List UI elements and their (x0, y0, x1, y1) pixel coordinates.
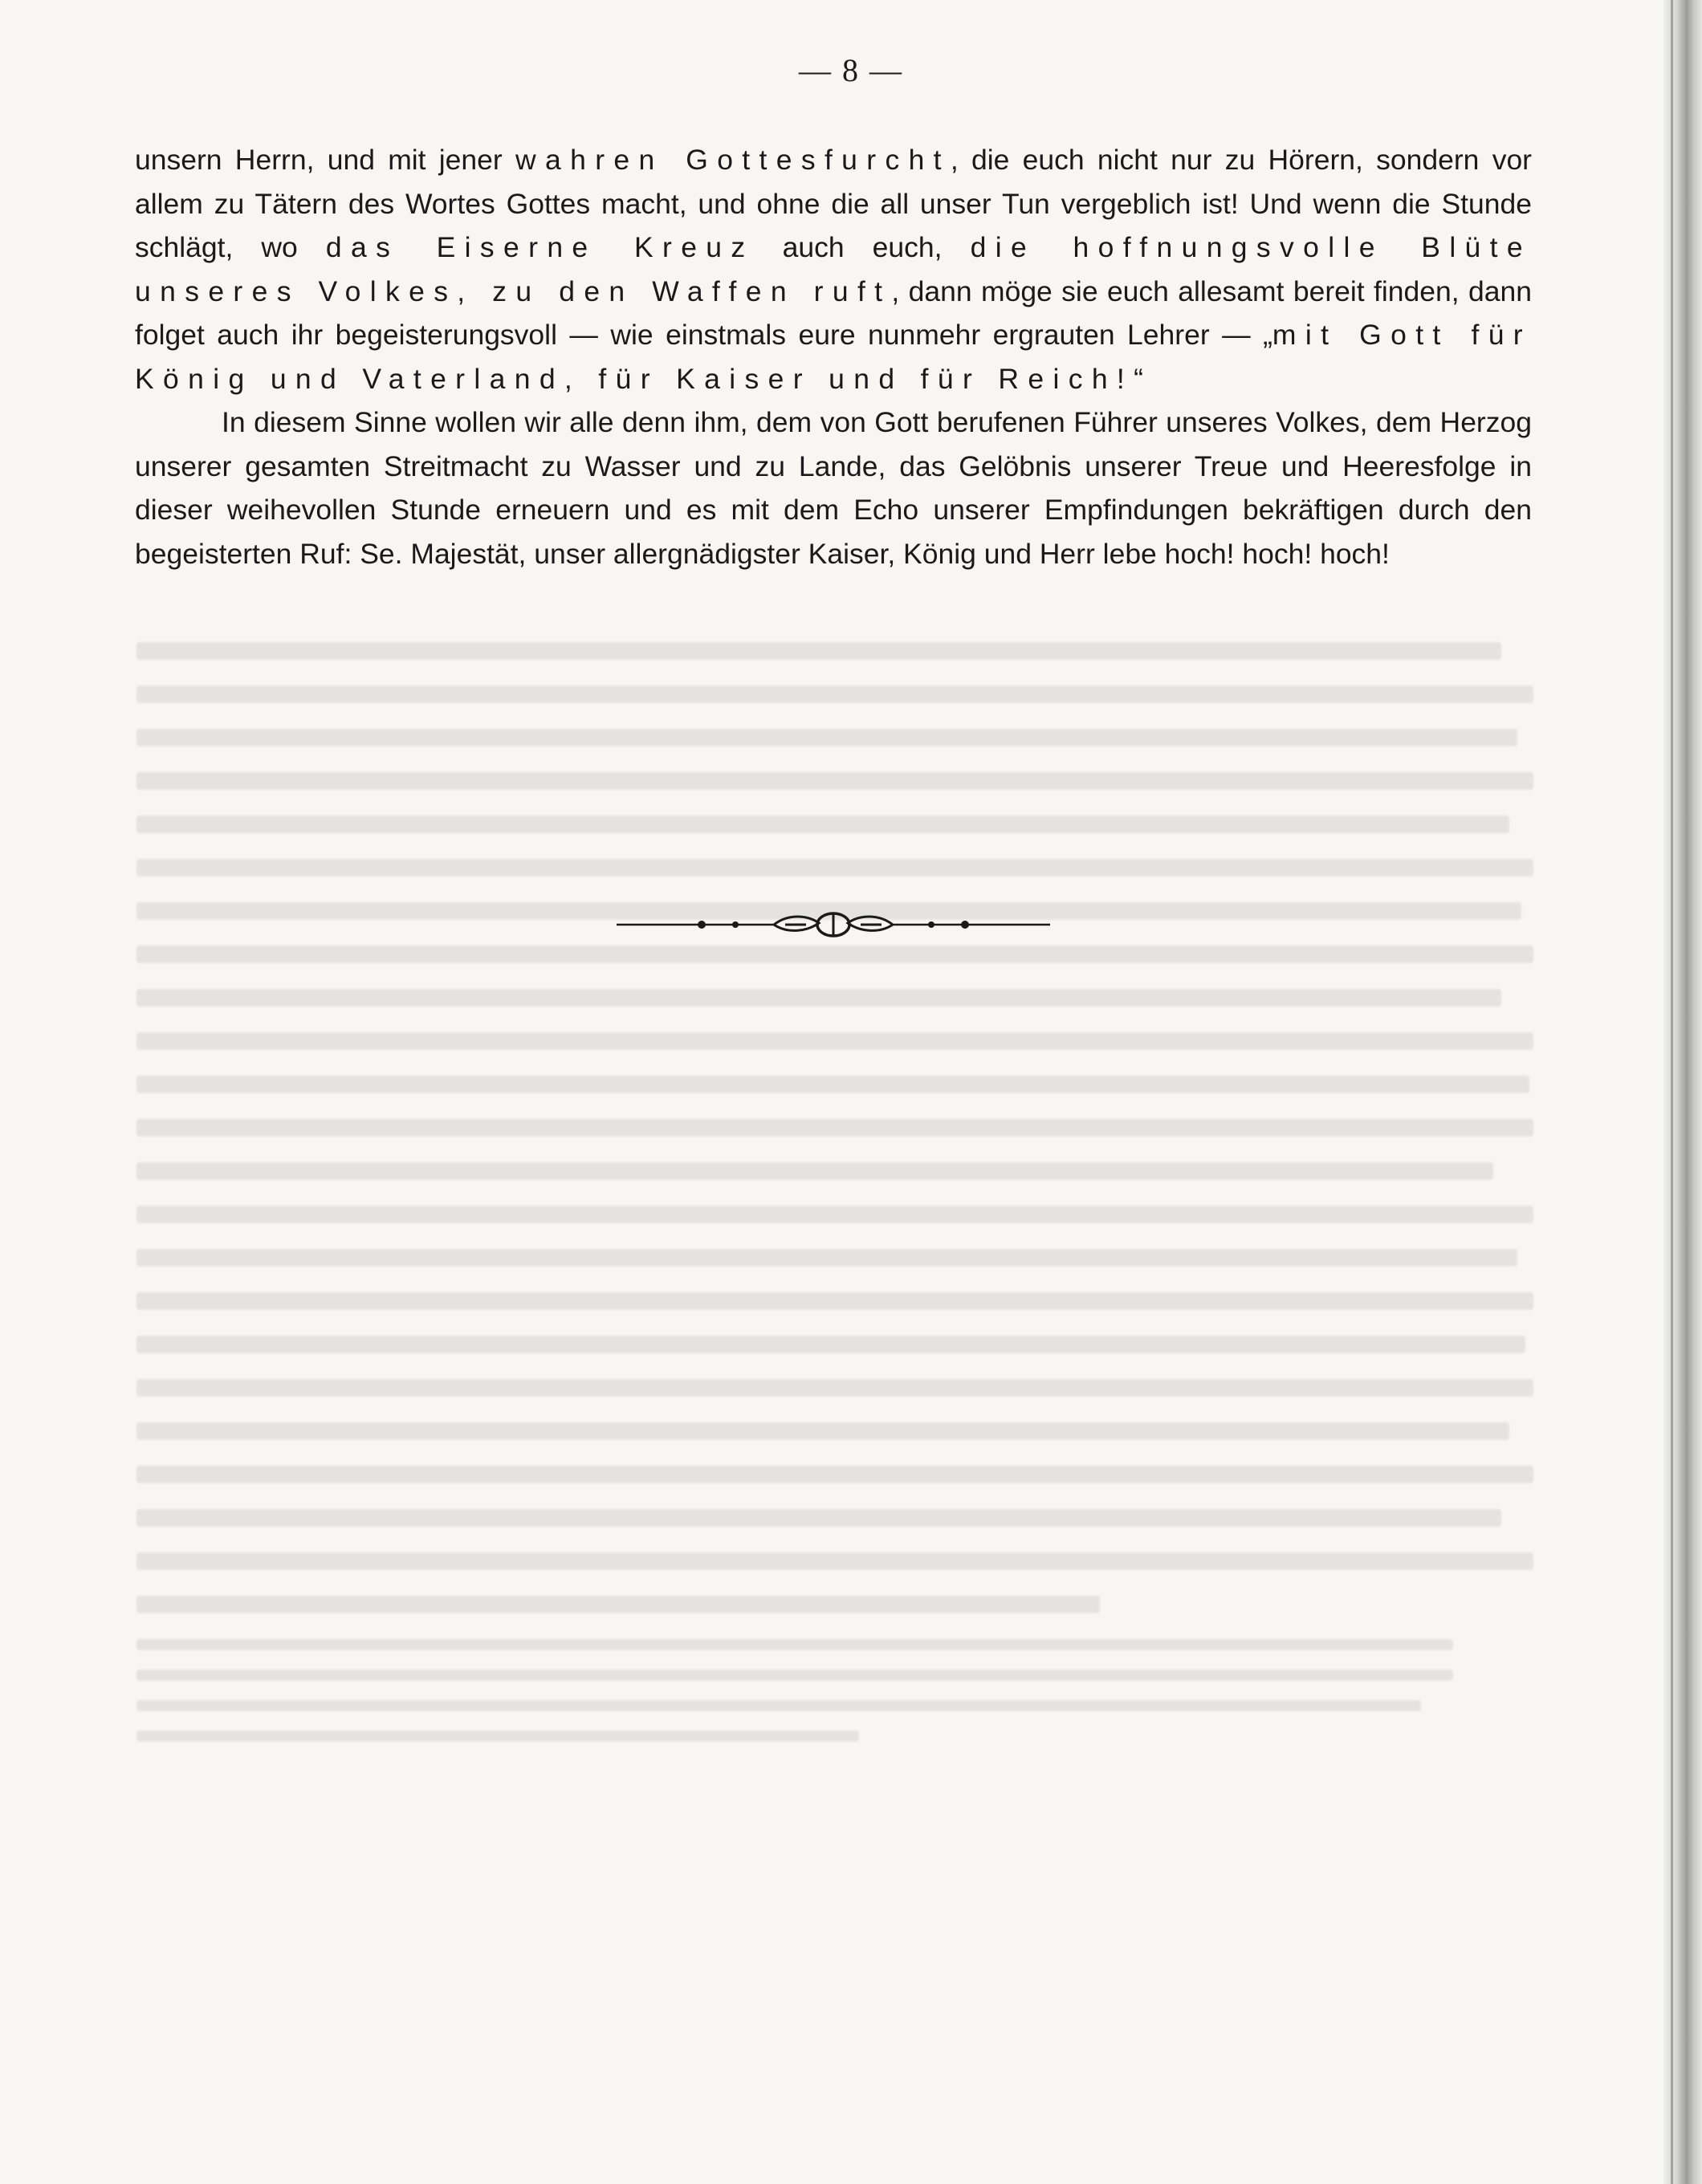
emphasis-segment: das Eiserne Kreuz (325, 231, 755, 263)
text-segment: unsern Herrn, und mit jener (135, 144, 515, 176)
text-segment: In diesem Sinne wollen wir alle denn ihm, dem von Gott berufenen Führer unseres Volkes, dem Herzog unserer gesamten Streitmacht zu Wasser und zu Lande, das Gelöbnis unserer Treue und Heeresfolge in dieser weihevollen Stunde erneuern und es mit dem Echo unserer Empfindungen bekräftigen durch den begeisterten Ruf: Se. Majestät, unser allergnädigster Kaiser, König und Herr lebe hoch! hoch! hoch! (135, 406, 1532, 570)
emphasis-segment: mit Gott für König und Vaterland, für Kaiser und für Reich! (135, 319, 1532, 395)
decorative-divider-ornament (617, 907, 1050, 942)
text-segment: auch euch, (754, 231, 971, 263)
page-number: — 8 — (799, 52, 903, 88)
paragraph-1 (135, 138, 1532, 401)
text-segment: “ (1134, 362, 1143, 395)
scan-edge-line (1671, 0, 1673, 2184)
bleed-through-text (136, 634, 1549, 1774)
paragraph-2 (135, 401, 1532, 575)
body-text (135, 138, 1532, 575)
emphasis-segment: wahren Gottesfurcht (515, 144, 951, 176)
text-segment: , dann möge sie euch allesamt bereit finden, dann folget auch ihr begeisterungsvoll — wie einstmals eure nunmehr ergrauten Lehrer — „ (135, 275, 1532, 351)
scan-edge-shadow (1663, 0, 1702, 2184)
text-segment: , die euch nicht nur zu Hörern, sondern vor allem zu Tätern des Wortes Gottes macht, und ohne die all unser Tun vergeblich ist! Und wenn die Stunde schlägt, wo (135, 144, 1533, 263)
emphasis-segment: die hoffnungsvolle Blüte unseres Volkes, zu den Waffen ruft (135, 231, 1532, 307)
